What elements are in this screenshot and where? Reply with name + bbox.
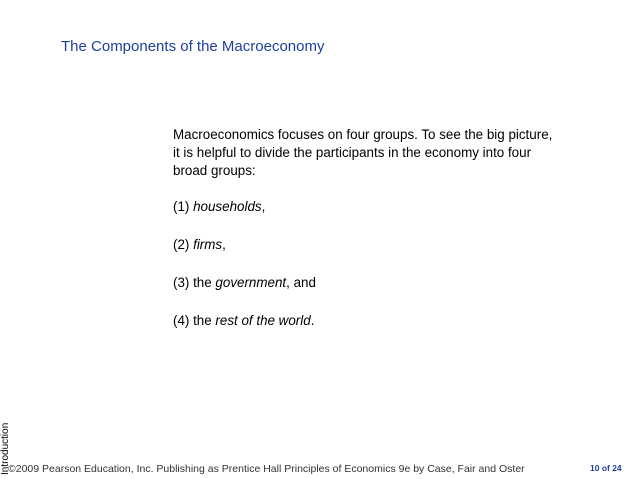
item-prefix: (3) the (173, 275, 216, 290)
item-prefix: (4) the (173, 313, 216, 328)
item-suffix: , (222, 237, 226, 252)
item-emphasis: rest of the world (215, 313, 311, 328)
item-suffix: . (310, 313, 315, 328)
list-item (173, 236, 553, 254)
item-emphasis: firms (193, 237, 223, 252)
list-item (173, 274, 553, 292)
item-prefix: (2) (173, 237, 194, 252)
slide-body (173, 126, 553, 350)
item-prefix: (1) (173, 199, 194, 214)
intro-paragraph: Macroeconomics focuses on four groups. To see the big picture, it is helpful to divide the participants in the economy into four broad groups: (173, 127, 553, 178)
list-item (173, 198, 553, 216)
slide-title: The Components of the Macroeconomy (61, 38, 325, 55)
item-emphasis: government (215, 275, 287, 290)
page-number: 10 of 24 (590, 463, 622, 473)
copyright-footer: ©2009 Pearson Education, Inc. Publishing as Prentice Hall Principles of Economics 9e by Case, Fair and Oster (8, 463, 525, 475)
list-item (173, 312, 553, 330)
item-emphasis: households (193, 199, 262, 214)
section-label: Introduction (0, 422, 11, 475)
item-suffix: , and (286, 275, 316, 290)
item-suffix: , (261, 199, 266, 214)
